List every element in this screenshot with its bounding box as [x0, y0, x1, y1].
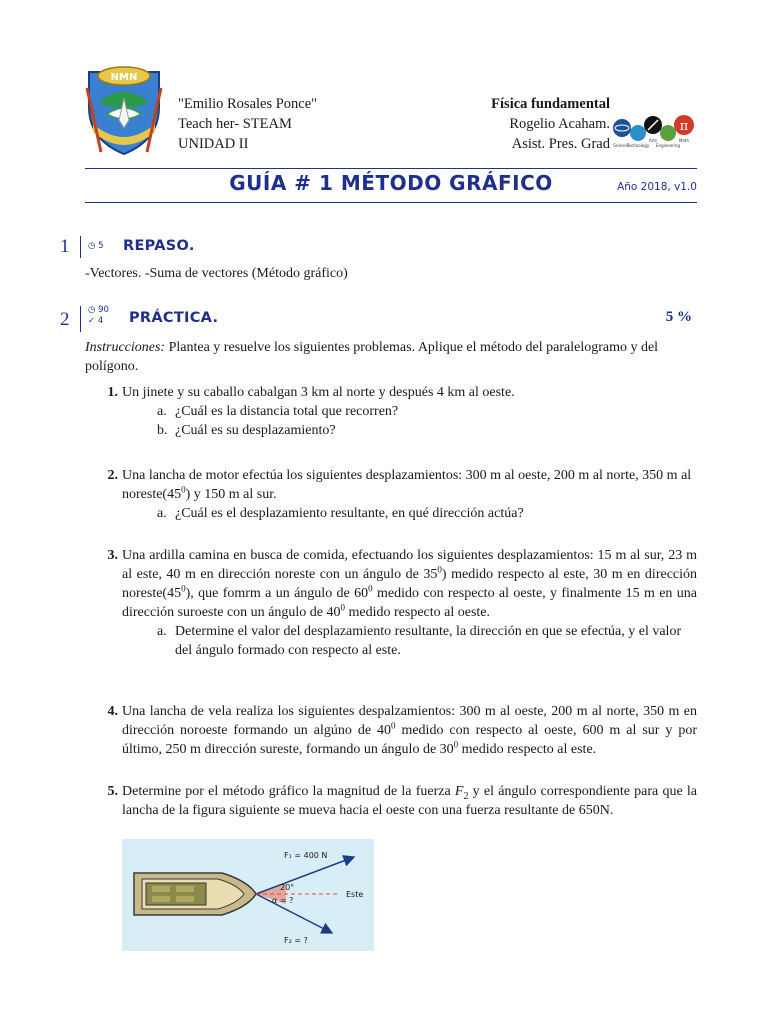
instructions — [85, 338, 697, 376]
school-logo — [85, 62, 163, 157]
technology-icon — [630, 125, 646, 141]
sub-label: b. — [157, 423, 168, 438]
section-number: 2 — [60, 309, 70, 330]
science-icon — [613, 119, 631, 137]
section-1-header — [60, 236, 70, 258]
logo-text: NMN — [110, 72, 138, 83]
section-percent: 5 % — [665, 309, 692, 325]
east-label: Este — [346, 890, 364, 899]
problem-text: Determine por el método gráfico la magnitud de la fuerza $F_2$ y el ángulo correspondiente para que la lancha de la figura siguiente se mueva hacia el oeste con una fuerza resultante de 650N. — [122, 784, 697, 818]
boat-shape — [134, 873, 256, 915]
problem-text: Una ardilla camina en busca de comida, efectuando los siguientes desplazamientos: 15 m al sur, 23 m al este, 40 m en dirección noreste con un ángulo de $35^0$) medido respecto al este, 30 m en dirección $noreste(45^0)$, que fomrm a un ángulo de $60^0$ medido con respecto al oeste, y finalmente 15 m en una dirección suroeste con un ángulo de $40^0$ medido respecto al oeste. — [122, 548, 698, 620]
boat-figure — [122, 839, 374, 951]
problem-number: 5. — [107, 784, 118, 799]
arts-caption: Arts — [648, 138, 658, 143]
author-name: Rogelio Acaham. — [509, 116, 610, 132]
math-caption: Math — [678, 138, 690, 143]
section-meta — [88, 305, 109, 327]
problem-number: 3. — [107, 548, 118, 563]
technology-caption: Technology — [626, 143, 650, 148]
header-right — [440, 94, 610, 154]
title-rule-top — [85, 168, 697, 169]
pi-symbol: π — [679, 119, 689, 134]
problem-number: 2. — [107, 468, 118, 483]
section-divider — [80, 236, 81, 258]
f1-label: F₁ = 400 N — [284, 851, 328, 860]
section-text: -Vectores. -Suma de vectores (Método gráfico) — [85, 266, 348, 281]
sub-text: ¿Cuál es su desplazamiento? — [175, 423, 336, 438]
sub-label: a. — [157, 624, 167, 639]
sub-text: Determine el valor del desplazamiento resultante, la dirección en que se efectúa, y el valor del ángulo formado con respecto al este. — [175, 624, 682, 658]
steam-logo — [612, 114, 698, 150]
problem-2 — [100, 466, 697, 523]
sub-text: ¿Cuál es la distancia total que recorren? — [175, 404, 399, 419]
section-time: ◷ 5 — [88, 241, 104, 251]
author-role: Asist. Pres. Grad — [511, 136, 610, 152]
problem-number: 1. — [107, 385, 118, 400]
section-2-header — [60, 309, 70, 331]
header-left — [178, 94, 317, 154]
problem-number: 4. — [107, 704, 118, 719]
arts-icon — [660, 125, 676, 141]
alpha-label: α = ? — [272, 896, 294, 905]
section-title: PRÁCTICA. — [129, 310, 219, 326]
sub-label: a. — [157, 404, 167, 419]
section-title: REPASO. — [123, 238, 195, 254]
problem-3 — [100, 546, 697, 660]
section-checks: ✓ 4 — [88, 316, 104, 326]
page-title: GUÍA # 1 MÉTODO GRÁFICO — [229, 171, 553, 195]
problem-text: Una lancha de motor efectúa los siguientes desplazamientos: 300 m al oeste, 200 m al norte, 350 m al $noreste(45^0)$ y 150 m al sur. — [122, 468, 692, 502]
problem-5 — [100, 782, 697, 820]
science-caption: Science — [613, 143, 629, 148]
school-name: "Emilio Rosales Ponce" — [178, 96, 318, 112]
f2-label: F₂ = ? — [284, 936, 308, 945]
instructions-text: Plantea y resuelve los siguientes problemas. Aplique el método del paralelogramo y del polígono. — [85, 340, 659, 374]
problem-1 — [100, 383, 697, 440]
section-divider — [80, 306, 81, 332]
f1-arrow — [256, 857, 354, 894]
problem-text: Una lancha de vela realiza los siguientes despalzamientos: 300 m al oeste, 200 m al norte, 350 m en dirección noroeste formando un algúno de $40^0$ medido con respecto al oeste, 600 m al sur y por último, 250 m dirección sureste, formando un ángulo de $30^0$ medido respecto al este. — [122, 704, 697, 757]
problem-4 — [100, 702, 697, 759]
instructions-label: Instrucciones: — [85, 340, 166, 355]
unit-name: UNIDAD II — [178, 136, 249, 152]
section-number: 1 — [60, 236, 70, 257]
title-rule-bottom — [85, 202, 697, 203]
section-time: ◷ 90 — [88, 305, 109, 315]
program-name: Teach her- STEAM — [178, 116, 292, 132]
angle-label: 20° — [280, 883, 295, 892]
year-version: Año 2018, v1.0 — [617, 181, 697, 193]
f2-arrow — [256, 894, 332, 933]
course-title: Física fundamental — [491, 96, 610, 112]
sub-text: ¿Cuál es el desplazamiento resultante, en qué dirección actúa? — [175, 506, 524, 521]
engineering-caption: Engineering — [656, 143, 680, 148]
problem-text: Un jinete y su caballo cabalgan 3 km al norte y después 4 km al oeste. — [122, 385, 515, 400]
sub-label: a. — [157, 506, 167, 521]
